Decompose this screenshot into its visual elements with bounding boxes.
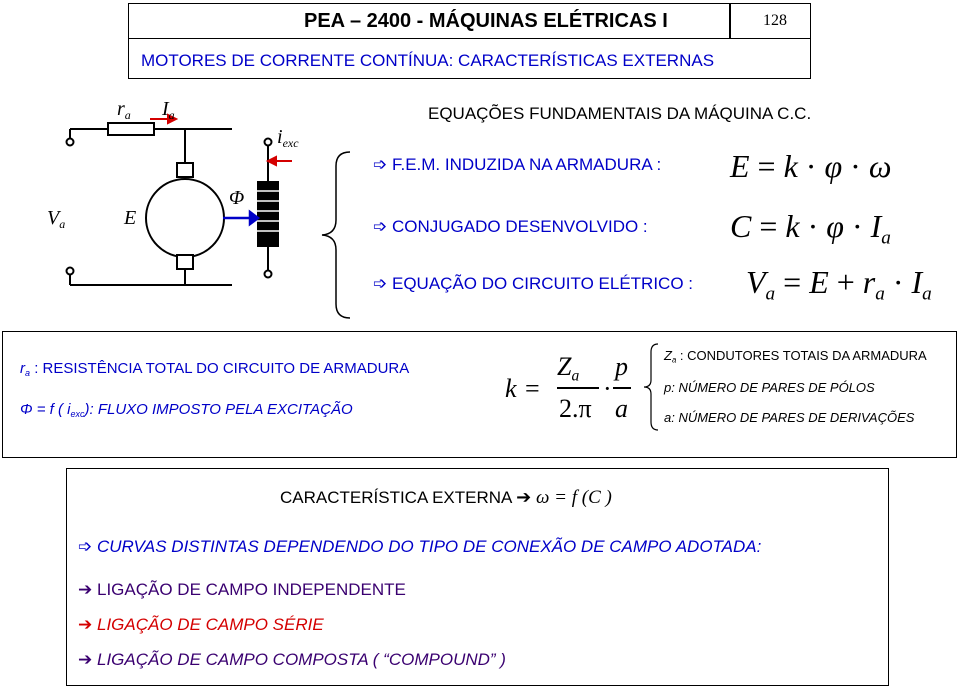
small-brace — [642, 342, 660, 432]
k-symbol: k — [505, 374, 517, 403]
bold-arrow-right-icon: ➔ — [78, 580, 93, 600]
option-series — [78, 615, 324, 635]
va-symbol: V — [47, 207, 60, 229]
equation-label: EQUAÇÃO DO CIRCUITO ELÉTRICO : — [391, 274, 693, 293]
page-number: 128 — [763, 12, 787, 29]
za-symbol: $Z_a$ — [557, 352, 580, 385]
formula-fem: E = k · φ · ω — [730, 148, 892, 184]
option-label: LIGAÇÃO DE CAMPO SÉRIE — [96, 615, 324, 634]
va-label — [47, 207, 65, 232]
ra-subscript: a — [124, 108, 131, 123]
equation-label: CONJUGADO DESENVOLVIDO : — [391, 217, 648, 236]
curves-text-row — [78, 537, 761, 557]
va-subscript: a — [59, 217, 66, 232]
circuit-diagram — [0, 95, 360, 315]
arrow-right-icon: ➩ — [373, 274, 388, 294]
dot-operator: · — [603, 374, 612, 403]
def-phi — [20, 401, 353, 419]
phi-subscript: exc — [70, 409, 85, 420]
za-symbol: Z — [664, 348, 672, 363]
phi-symbol: Φ = f ( i — [20, 401, 71, 418]
iexc-label — [277, 126, 299, 151]
a-symbol: a — [615, 394, 628, 423]
phi-description: ): FLUXO IMPOSTO PELA EXCITAÇÃO — [84, 401, 353, 418]
header-subtitle: MOTORES DE CORRENTE CONTÍNUA: CARACTERÍSTICAS EXTERNAS — [141, 51, 715, 70]
option-independent — [78, 580, 406, 600]
characteristic-title: CARACTERÍSTICA EXTERNA — [280, 488, 512, 507]
bold-arrow-right-icon: ➔ — [78, 615, 93, 635]
def-p: p: NÚMERO DE PARES DE PÓLOS — [664, 380, 875, 395]
ra-subscript: a — [25, 368, 31, 379]
curves-text: CURVAS DISTINTAS DEPENDENDO DO TIPO DE CONEXÃO DE CAMPO ADOTADA: — [96, 537, 762, 556]
equals-sign: = — [525, 374, 540, 403]
ra-symbol: r — [20, 360, 25, 377]
arrow-right-icon: ➩ — [373, 217, 388, 237]
equation-row-torque — [373, 217, 648, 237]
option-label: LIGAÇÃO DE CAMPO INDEPENDENTE — [96, 580, 406, 599]
iexc-subscript: exc — [282, 136, 299, 151]
header-title: PEA – 2400 - MÁQUINAS ELÉTRICAS I — [304, 10, 668, 32]
equations-heading: EQUAÇÕES FUNDAMENTAIS DA MÁQUINA C.C. — [428, 104, 812, 123]
ia-label — [162, 98, 175, 123]
ia-subscript: a — [168, 108, 175, 123]
arrow-right-icon: ➩ — [78, 537, 93, 557]
phi-label: Φ — [229, 187, 245, 209]
p-symbol: p — [615, 352, 628, 381]
equation-row-circuit — [373, 274, 693, 294]
ra-symbol: r — [117, 98, 125, 120]
def-ra — [20, 360, 409, 378]
def-za — [664, 348, 927, 365]
equation-label: F.E.M. INDUZIDA NA ARMADURA : — [391, 155, 662, 174]
ra-description: : RESISTÊNCIA TOTAL DO CIRCUITO DE ARMADURA — [34, 360, 410, 377]
arrow-right-icon: ➩ — [373, 155, 388, 175]
za-description: : CONDUTORES TOTAIS DA ARMADURA — [679, 348, 927, 363]
curly-brace — [318, 150, 354, 320]
bold-arrow-right-icon: ➔ — [78, 650, 93, 670]
iexc-symbol: i — [277, 126, 283, 148]
formula-circuit: $V_a = E + r_a \cdot I_a$ — [746, 264, 932, 305]
option-compound — [78, 650, 506, 670]
bold-arrow-right-icon: ➔ — [516, 487, 532, 508]
k-formula — [505, 350, 645, 440]
two-pi: 2.π — [559, 394, 592, 423]
characteristic-heading — [280, 487, 612, 509]
formula-torque: $C = k \cdot \varphi \cdot I_a$ — [730, 208, 891, 249]
option-label: LIGAÇÃO DE CAMPO COMPOSTA ( “COMPOUND” ) — [96, 650, 506, 669]
header-box — [128, 3, 811, 79]
e-label: E — [124, 207, 137, 229]
equation-row-fem — [373, 155, 661, 175]
def-a: a: NÚMERO DE PARES DE DERIVAÇÕES — [664, 410, 915, 425]
ia-symbol: I — [162, 98, 169, 120]
za-subscript: a — [671, 355, 677, 365]
ra-label — [117, 98, 131, 123]
omega-equation: ω = f (C ) — [536, 487, 612, 508]
